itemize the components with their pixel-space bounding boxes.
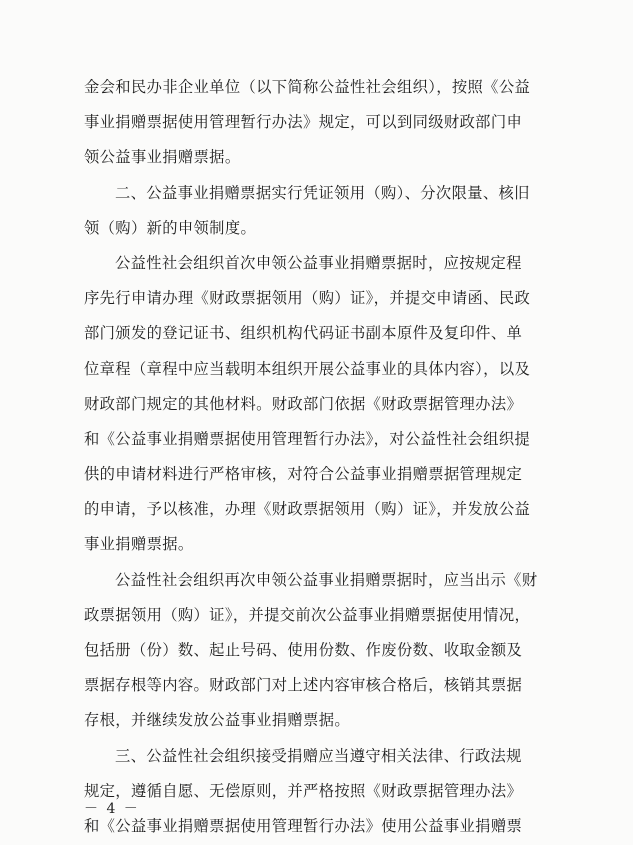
text-line: 金会和民办非企业单位（以下简称公益性社会组织），按照《公益 [84,78,531,96]
text-line: 和《公益事业捐赠票据使用管理暂行办法》，对公益性社会组织提 [84,429,531,448]
text-line: 的申请，予以核准，办理《财政票据领用（购）证》，并发放公益 [84,500,531,519]
text-line: 事业捐赠票据。 [84,535,194,554]
text-line: 位章程（章程中应当载明本组织开展公益事业的具体内容），以及 [84,359,531,378]
text-line: 票据存根等内容。财政部门对上述内容审核合格后，核销其票据 [84,676,523,695]
text-line: 领公益事业捐赠票据。 [84,148,241,167]
text-line: 序先行申请办理《财政票据领用（购）证》，并提交申请函、民政 [84,289,531,308]
section-heading-line: 三、公益性社会组织接受捐赠应当遵守相关法律、行政法规 [115,746,522,765]
paragraph-first-line: 公益性社会组织再次申领公益事业捐赠票据时，应当出示《财 [115,570,538,589]
text-line: 存根，并继续发放公益事业捐赠票据。 [84,711,350,730]
page-number: － 4 － [84,801,140,817]
text-line: 包括册（份）数、起止号码、使用份数、作废份数、收取金额及 [84,641,523,659]
text-line: 政票据领用（购）证》，并提交前次公益事业捐赠票据使用情况， [84,605,531,624]
section-heading-line: 二、公益事业捐赠票据实行凭证领用（购）、分次限量、核旧 [115,183,530,202]
text-line: 供的申请材料进行严格审核，对符合公益事业捐赠票据管理规定 [84,465,523,484]
text-line: 部门颁发的登记证书、组织机构代码证书副本原件及复印件、单 [84,324,523,343]
document-body [84,70,554,844]
text-line: 事业捐赠票据使用管理暂行办法》规定，可以到同级财政部门申 [84,113,523,132]
text-line: 规定，遵循自愿、无偿原则，并严格按照《财政票据管理办法》 [84,781,523,800]
text-line: 领（购）新的申领制度。 [84,218,257,237]
text-line: 财政部门规定的其他材料。财政部门依据《财政票据管理办法》 [84,394,523,413]
paragraph-first-line: 公益性社会组织首次申领公益事业捐赠票据时，应按规定程 [115,253,522,272]
text-line: 和《公益事业捐赠票据使用管理暂行办法》使用公益事业捐赠票 [84,816,523,835]
